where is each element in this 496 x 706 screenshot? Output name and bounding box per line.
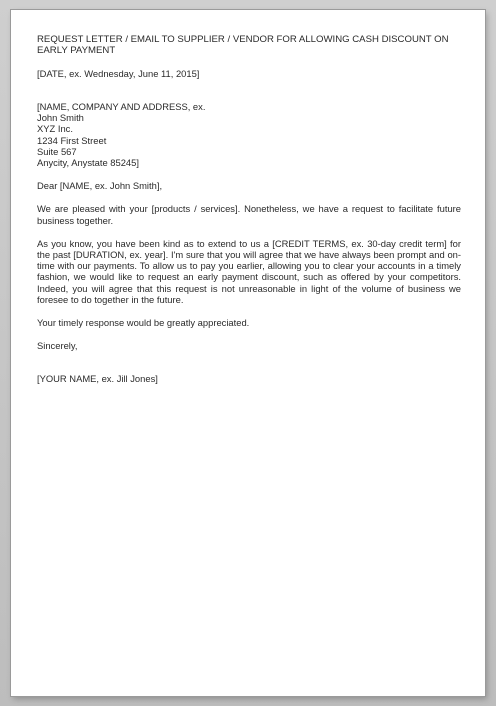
body-paragraph: As you know, you have been kind as to extend to us a [CREDIT TERMS, ex. 30-day credit term] for the past [DURATION, ex. year]. I'm sure that you will agree that we have always been prompt and on-time with our payments. To allow us to pay you earlier, allowing you to clear your accounts in a timely fashion, we would like to request an early payment discount, such as offered by your competitors. Indeed, you will agree that this request is not unreasonable in light of the volume of business we foresee to do together in the future. <box>37 237 461 305</box>
body-paragraph: We are pleased with your [products / services]. Nonetheless, we have a request to facilitate future business together. <box>37 203 461 226</box>
address-line: John Smith <box>37 112 84 124</box>
address-line: Anycity, Anystate 85245] <box>37 157 139 169</box>
address-line: [NAME, COMPANY AND ADDRESS, ex. <box>37 101 206 113</box>
closing: Sincerely, <box>37 340 78 352</box>
address-line: 1234 First Street <box>37 134 107 146</box>
letter-date: [DATE, ex. Wednesday, June 11, 2015] <box>37 67 200 79</box>
signature-name: [YOUR NAME, ex. Jill Jones] <box>37 373 158 385</box>
address-line: XYZ Inc. <box>37 123 73 135</box>
salutation: Dear [NAME, ex. John Smith], <box>37 180 163 192</box>
letter-title <box>37 34 461 57</box>
body-paragraph: Your timely response would be greatly appreciated. <box>37 317 250 329</box>
title-line: EARLY PAYMENT <box>37 45 116 57</box>
recipient-address <box>37 101 461 168</box>
title-line: REQUEST LETTER / EMAIL TO SUPPLIER / VENDOR FOR ALLOWING CASH DISCOUNT ON <box>37 34 449 45</box>
letter-content <box>37 34 461 385</box>
letter-page <box>11 10 485 696</box>
address-line: Suite 567 <box>37 145 77 157</box>
